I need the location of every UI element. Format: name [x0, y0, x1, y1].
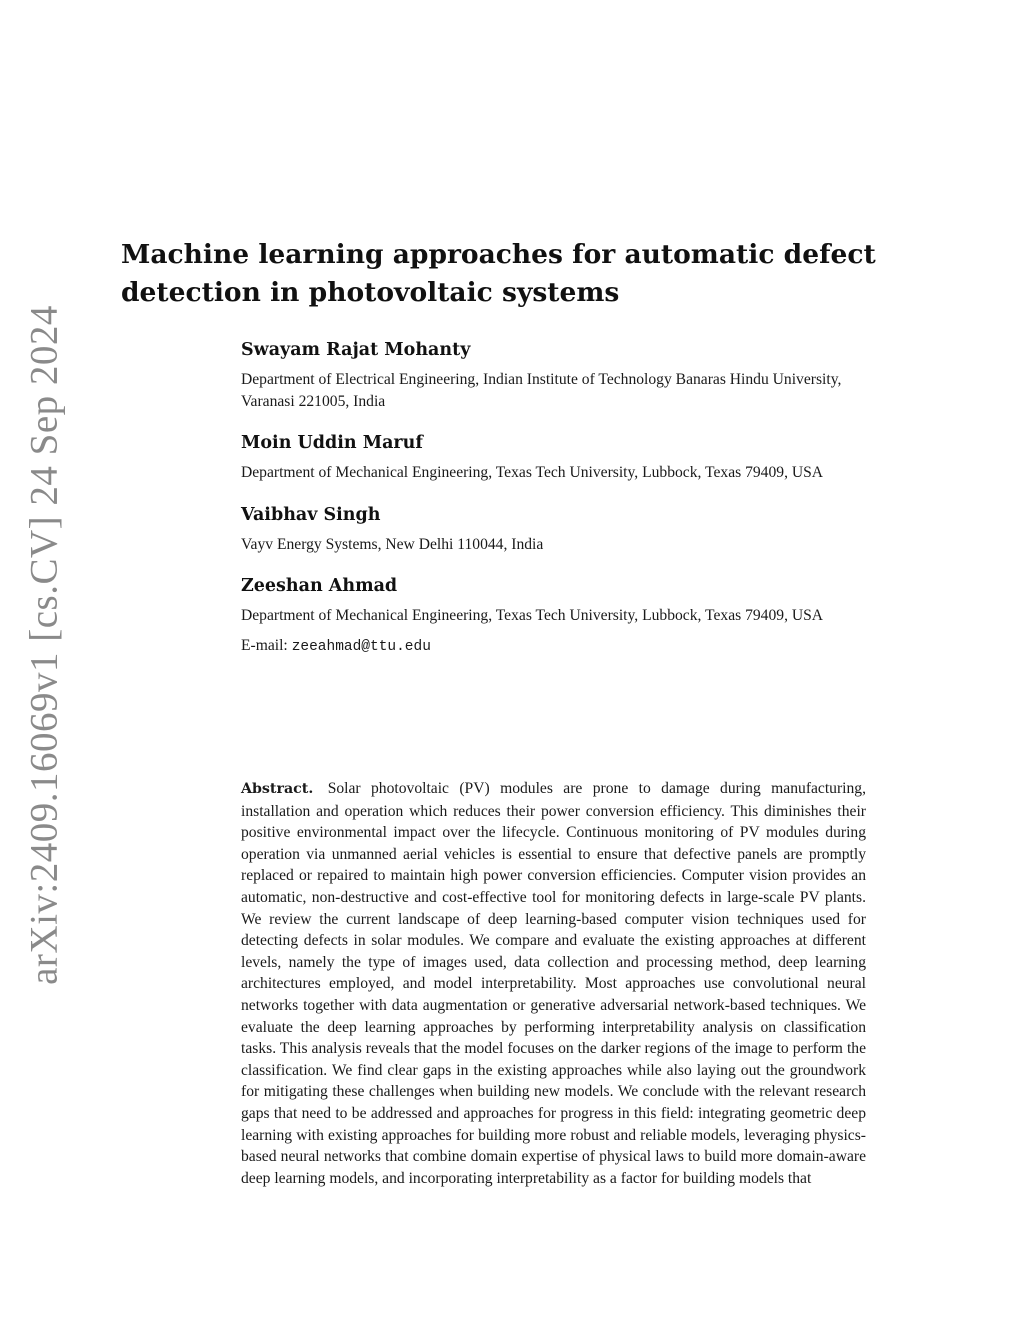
contact-email-line: [241, 635, 871, 658]
author-list: [241, 338, 871, 658]
author-name: Zeeshan Ahmad: [241, 576, 398, 596]
author-affiliation: Vayv Energy Systems, New Delhi 110044, India: [241, 535, 544, 553]
author-name: Vaibhav Singh: [241, 504, 381, 525]
author-block: [241, 338, 871, 412]
abstract: [241, 778, 866, 1189]
abstract-label: Abstract.: [241, 781, 314, 797]
email-label: E-mail:: [241, 636, 288, 654]
author-name: Moin Uddin Maruf: [241, 433, 423, 453]
email-address[interactable]: zeeahmad@ttu.edu: [291, 638, 431, 655]
author-block: [241, 503, 871, 556]
paper-title: Machine learning approaches for automatic defect detection in photovoltaic systems: [121, 239, 876, 308]
author-block: [241, 574, 871, 658]
arxiv-identifier-stamp: arXiv:2409.16069v1 [cs.CV] 24 Sep 2024: [22, 305, 66, 985]
abstract-text: Solar photovoltaic (PV) modules are prone to damage during manufacturing, installation and operation which reduces their power conversion efficiency. This diminishes their positive environmental impact over the lifecycle. Continuous monitoring of PV modules during operation via unmanned aerial vehicles is essential to ensure that defective panels are promptly replaced or repaired to maintain high power conversion efficiencies. Computer vision provides an automatic, non-destructive and cost-effective tool for monitoring defects in large-scale PV plants. We review the current landscape of deep learning-based computer vision techniques used for detecting defects in solar modules. We compare and evaluate the existing approaches at different levels, namely the type of images used, data collection and processing method, deep learning architectures employed, and model interpretability. Most approaches use convolutional neural networks together with data augmentation or generative adversarial network-based techniques. We evaluate the deep learning approaches by performing interpretability analysis on classification tasks. This analysis reveals that the model focuses on the darker regions of the image to perform the classification. We find clear gaps in the existing approaches while also laying out the groundwork for mitigating these challenges when building new models. We conclude with the relevant research gaps that need to be addressed and approaches for progress in this field: integrating geometric deep learning with existing approaches for building more robust and reliable models, leveraging physics-based neural networks that combine domain expertise of physical laws to build more domain-aware deep learning models, and incorporating interpretability as a factor for building models that: [241, 780, 866, 1187]
author-affiliation: Department of Mechanical Engineering, Texas Tech University, Lubbock, Texas 79409, USA: [241, 464, 824, 481]
author-affiliation: Department of Mechanical Engineering, Texas Tech University, Lubbock, Texas 79409, USA: [241, 607, 824, 624]
author-block: [241, 431, 871, 484]
author-affiliation: Department of Electrical Engineering, Indian Institute of Technology Banaras Hindu University, Varanasi 221005, India: [241, 371, 842, 410]
author-name: Swayam Rajat Mohanty: [241, 340, 471, 360]
